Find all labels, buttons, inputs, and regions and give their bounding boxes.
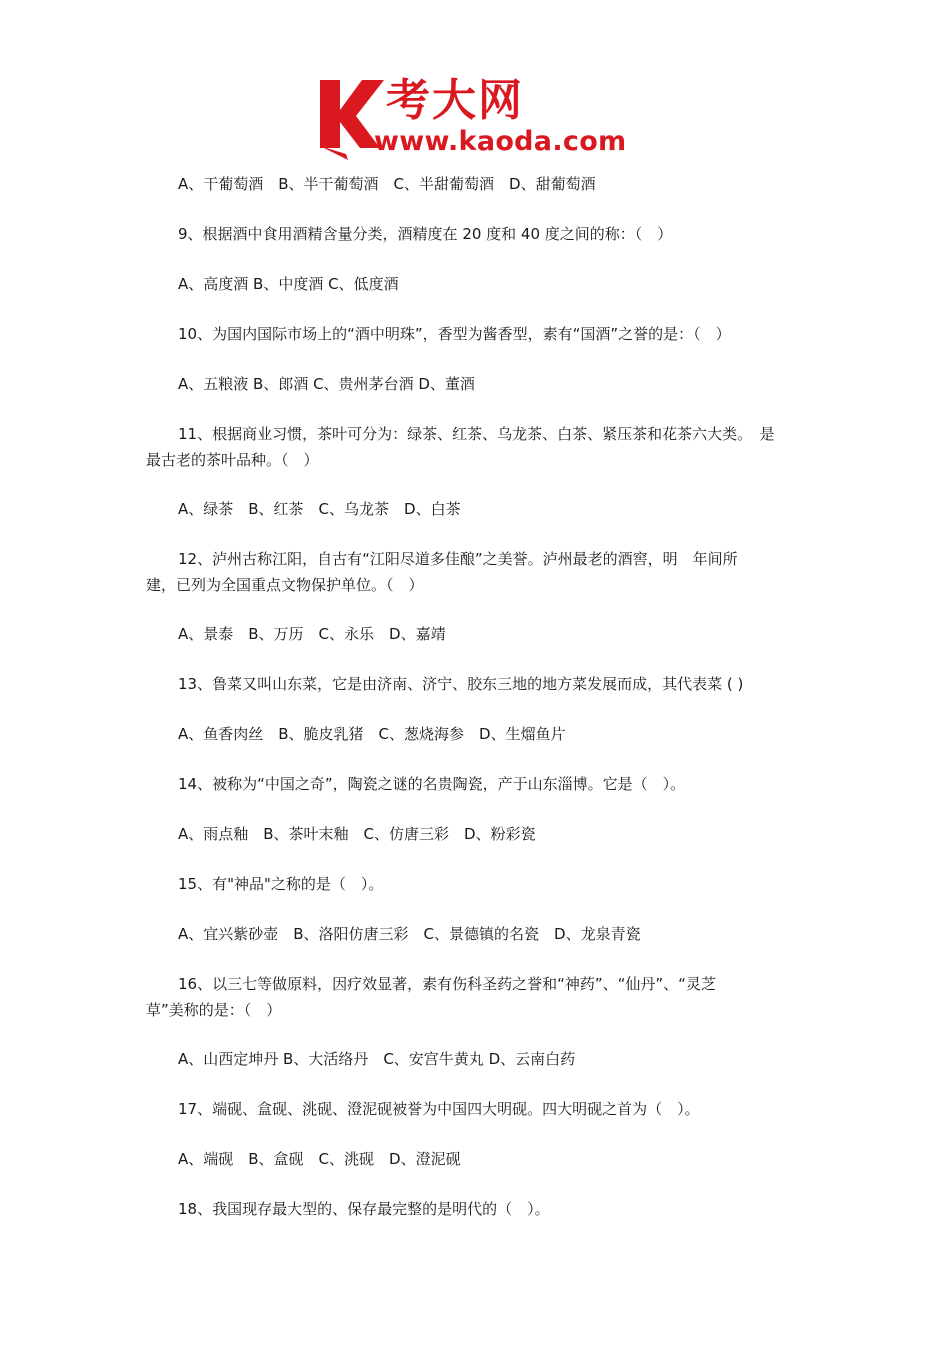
question-11: 11、根据商业习惯，茶叶可分为：绿茶、红茶、乌龙茶、白茶、紧压茶和花茶六大类。 是 — [178, 425, 775, 443]
question-13: 13、鲁菜又叫山东菜，它是由济南、济宁、胶东三地的地方菜发展而成，其代表菜 ( ) — [178, 675, 744, 693]
question-12-cont: 建，已列为全国重点文物保护单位。（ ） — [146, 576, 424, 594]
question-15: 15、有"神品"之称的是（ ）。 — [178, 875, 384, 893]
question-17: 17、端砚、盒砚、洮砚、澄泥砚被誉为中国四大明砚。四大明砚之首为（ ）。 — [178, 1100, 700, 1118]
options-q17: A、端砚 B、盒砚 C、洮砚 D、澄泥砚 — [178, 1150, 461, 1168]
options-q16: A、山西定坤丹 B、大活络丹 C、安宫牛黄丸 D、云南白药 — [178, 1050, 576, 1068]
question-12: 12、泸州古称江阳，自古有“江阳尽道多佳酿”之美誉。泸州最老的酒窖，明 年间所 — [178, 550, 738, 568]
question-11-cont: 最古老的茶叶品种。（ ） — [146, 451, 319, 469]
options-q13: A、鱼香肉丝 B、脆皮乳猪 C、葱烧海参 D、生熘鱼片 — [178, 725, 566, 743]
question-14: 14、被称为“中国之奇”，陶瓷之谜的名贵陶瓷，产于山东淄博。它是（ ）。 — [178, 775, 686, 793]
options-q9: A、高度酒 B、中度酒 C、低度酒 — [178, 275, 399, 293]
options-q11: A、绿茶 B、红茶 C、乌龙茶 D、白茶 — [178, 500, 461, 518]
options-q10: A、五粮液 B、郎酒 C、贵州茅台酒 D、董酒 — [178, 375, 475, 393]
question-16-cont: 草”美称的是：（ ） — [146, 1001, 282, 1019]
options-q8: A、干葡萄酒 B、半干葡萄酒 C、半甜葡萄酒 D、甜葡萄酒 — [178, 175, 596, 193]
question-16: 16、以三七等做原料，因疗效显著，素有伤科圣药之誉和“神药”、“仙丹”、“灵芝 — [178, 975, 716, 993]
logo-url-text: www.kaoda.com — [374, 126, 627, 157]
options-q14: A、雨点釉 B、茶叶末釉 C、仿唐三彩 D、粉彩瓷 — [178, 825, 536, 843]
question-9: 9、根据酒中食用酒精含量分类，酒精度在 20 度和 40 度之间的称：（ ） — [178, 225, 673, 243]
kaoda-logo[interactable] — [318, 76, 640, 162]
question-18: 18、我国现存最大型的、保存最完整的是明代的（ ）。 — [178, 1200, 550, 1218]
options-q12: A、景泰 B、万历 C、永乐 D、嘉靖 — [178, 625, 446, 643]
logo-brand-text: 考大网 — [386, 75, 524, 126]
question-10: 10、为国内国际市场上的“酒中明珠”，香型为酱香型，素有“国酒”之誉的是：（ ） — [178, 325, 731, 343]
options-q15: A、宜兴紫砂壶 B、洛阳仿唐三彩 C、景德镇的名瓷 D、龙泉青瓷 — [178, 925, 641, 943]
